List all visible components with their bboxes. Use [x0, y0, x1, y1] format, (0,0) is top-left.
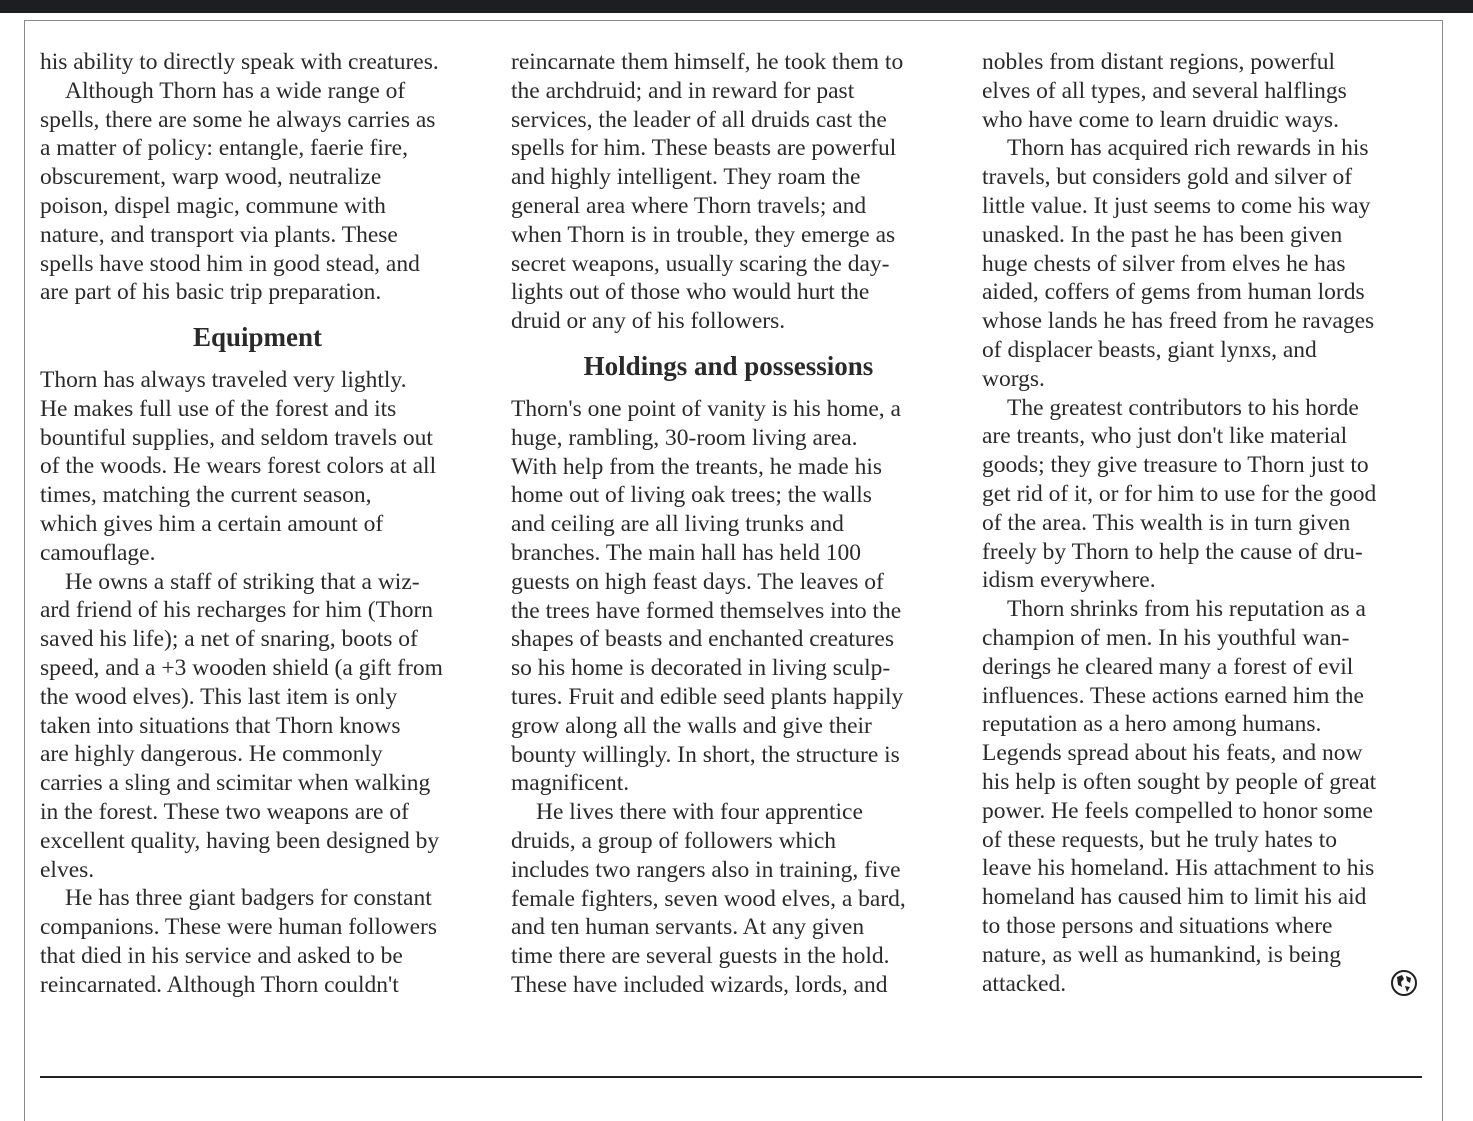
text-line-content: of the woods. He wears forest colors at all — [40, 453, 437, 480]
text-line — [40, 856, 485, 885]
text-line-content: bountiful supplies, and seldom travels out — [40, 424, 433, 451]
text-line-content: reputation as a hero among humans. — [982, 711, 1322, 738]
text-line — [982, 336, 1427, 365]
text-line — [40, 481, 485, 510]
text-line — [40, 596, 485, 625]
text-line-content: druid or any of his followers. — [511, 308, 786, 335]
text-line — [982, 566, 1427, 595]
text-line — [40, 134, 485, 163]
text-line-content: who have come to learn druidic ways. — [982, 106, 1339, 133]
text-line — [982, 854, 1427, 883]
text-line — [40, 798, 485, 827]
text-line-content: the archdruid; and in reward for past — [511, 77, 855, 104]
text-line — [40, 568, 485, 597]
text-line-content: of these requests, but he truly hates to — [982, 826, 1338, 853]
column-3 — [982, 48, 1427, 998]
text-line — [511, 769, 956, 798]
text-line-content: when Thorn is in trouble, they emerge as — [511, 221, 896, 248]
text-line-content: These have included wizards, lords, and — [511, 971, 888, 998]
text-line — [40, 740, 485, 769]
text-line — [40, 625, 485, 654]
text-line-content: goods; they give treasure to Thorn just to — [982, 452, 1369, 479]
text-line-content: excellent quality, having been designed by — [40, 827, 440, 854]
text-line — [982, 883, 1427, 912]
text-line-content: his help is often sought by people of great — [982, 768, 1377, 795]
text-line — [40, 539, 485, 568]
text-line — [511, 221, 956, 250]
globe-end-mark-icon — [1389, 968, 1419, 998]
text-line — [40, 683, 485, 712]
text-line-content: bounty willingly. In short, the structure is — [511, 741, 900, 768]
text-line — [511, 885, 956, 914]
text-line — [40, 48, 485, 77]
text-line — [982, 134, 1427, 163]
text-line-content: a matter of policy: entangle, faerie fire, — [40, 135, 408, 162]
text-line-content: Although Thorn has a wide range of — [65, 77, 406, 104]
text-line — [982, 192, 1427, 221]
text-line — [40, 510, 485, 539]
text-line-content: are highly dangerous. He commonly — [40, 741, 383, 768]
text-line — [982, 422, 1427, 451]
text-line-content: get rid of it, or for him to use for the good — [982, 480, 1377, 507]
text-line-content: of the area. This wealth is in turn given — [982, 509, 1351, 536]
text-line-content: his ability to directly speak with creatures. — [40, 49, 439, 75]
text-line-content: attacked. — [982, 970, 1067, 997]
column-2-bottom — [511, 395, 956, 1000]
text-line-content: He lives there with four apprentice — [536, 799, 863, 826]
text-line — [511, 856, 956, 885]
text-line-content: the trees have formed themselves into the — [511, 597, 902, 624]
text-line — [40, 884, 485, 913]
text-line-content: are treants, who just don't like material — [982, 423, 1348, 450]
text-line — [982, 509, 1427, 538]
text-line — [511, 625, 956, 654]
text-line-content: He has three giant badgers for constant — [65, 885, 432, 912]
text-line-content: of displacer beasts, giant lynxs, and — [982, 336, 1317, 363]
text-line-content: spells, there are some he always carries as — [40, 106, 436, 133]
text-line — [982, 451, 1427, 480]
column-1-top — [40, 48, 485, 307]
text-line-content: to those persons and situations where — [982, 912, 1333, 939]
text-line-content: home out of living oak trees; the walls — [511, 482, 872, 509]
text-line — [511, 913, 956, 942]
text-line-content: speed, and a +3 wooden shield (a gift from — [40, 654, 443, 681]
text-line-content: that died in his service and asked to be — [40, 942, 403, 969]
text-line — [982, 307, 1427, 336]
text-line — [40, 192, 485, 221]
text-line — [982, 278, 1427, 307]
text-line-content: Thorn shrinks from his reputation as a — [1007, 596, 1366, 623]
text-line — [511, 683, 956, 712]
text-line-content: huge chests of silver from elves he has — [982, 250, 1346, 277]
text-line-content: tures. Fruit and edible seed plants happily — [511, 683, 904, 710]
text-line — [511, 424, 956, 453]
text-line-content: freely by Thorn to help the cause of dru- — [982, 538, 1363, 565]
text-line-content: the wood elves). This last item is only — [40, 683, 398, 710]
text-line-content: leave his homeland. His attachment to his — [982, 855, 1375, 882]
text-line — [982, 768, 1427, 797]
text-line-content: shapes of beasts and enchanted creatures — [511, 626, 895, 653]
column-2-top — [511, 48, 956, 336]
text-line — [511, 942, 956, 971]
text-line-content: champion of men. In his youthful wan- — [982, 624, 1350, 651]
text-line — [982, 163, 1427, 192]
text-line — [40, 654, 485, 683]
text-line-content: nature, and transport via plants. These — [40, 221, 398, 248]
window-top-bar — [0, 0, 1473, 13]
text-line — [40, 942, 485, 971]
text-line — [511, 971, 956, 1000]
text-line-content: huge, rambling, 30-room living area. — [511, 424, 858, 451]
text-line — [982, 595, 1427, 624]
text-line — [40, 77, 485, 106]
text-line-content: general area where Thorn travels; and — [511, 192, 867, 219]
text-line — [511, 481, 956, 510]
text-line-content: and ceiling are all living trunks and — [511, 511, 844, 538]
text-line — [982, 653, 1427, 682]
text-line-content: in the forest. These two weapons are of — [40, 798, 409, 825]
text-line-content: nobles from distant regions, powerful — [982, 49, 1336, 75]
text-line-content: nature, as well as humankind, is being — [982, 941, 1341, 968]
text-line-content: spells have stood him in good stead, and — [40, 250, 420, 277]
text-line-content: camouflage. — [40, 539, 156, 566]
text-line-content: unasked. In the past he has been given — [982, 221, 1343, 248]
text-line-content: so his home is decorated in living sculp- — [511, 655, 891, 682]
text-line — [982, 221, 1427, 250]
text-line-content: magnificent. — [511, 770, 630, 797]
text-line-content: With help from the treants, he made his — [511, 453, 883, 480]
text-line-content: Legends spread about his feats, and now — [982, 740, 1363, 767]
text-line — [40, 712, 485, 741]
text-line-content: are part of his basic trip preparation. — [40, 279, 382, 306]
text-line-content: female fighters, seven wood elves, a bard, — [511, 885, 906, 912]
text-line-content: elves. — [40, 856, 95, 883]
text-line-content: includes two rangers also in training, five — [511, 856, 901, 883]
text-line — [511, 827, 956, 856]
text-line-content: little value. It just seems to come his way — [982, 192, 1371, 219]
text-line — [982, 480, 1427, 509]
column-1-bottom — [40, 366, 485, 1000]
text-line-content: ard friend of his recharges for him (Thorn — [40, 597, 434, 624]
text-line-content: which gives him a certain amount of — [40, 510, 384, 537]
text-line-content: whose lands he has freed from he ravages — [982, 308, 1375, 335]
text-line-content: homeland has caused him to limit his aid — [982, 884, 1367, 911]
text-line-content: power. He feels compelled to honor some — [982, 797, 1373, 824]
text-line — [40, 424, 485, 453]
text-line-content: times, matching the current season, — [40, 482, 372, 509]
text-line — [511, 654, 956, 683]
text-line-content: Thorn has always traveled very lightly. — [40, 367, 407, 393]
text-line — [40, 221, 485, 250]
text-line — [511, 395, 956, 424]
text-line — [511, 192, 956, 221]
text-line-content: poison, dispel magic, commune with — [40, 192, 386, 219]
text-line-content: Thorn's one point of vanity is his home, a — [511, 396, 901, 422]
text-line — [511, 712, 956, 741]
text-line — [511, 250, 956, 279]
text-line-content: branches. The main hall has held 100 — [511, 539, 862, 566]
text-line — [511, 77, 956, 106]
text-line — [511, 568, 956, 597]
text-line — [982, 538, 1427, 567]
text-line — [982, 941, 1427, 970]
text-line-content: saved his life); a net of snaring, boots of — [40, 626, 418, 653]
text-line — [40, 278, 485, 307]
text-line-content: guests on high feast days. The leaves of — [511, 568, 884, 595]
text-line — [40, 106, 485, 135]
text-line — [511, 539, 956, 568]
text-line-content: secret weapons, usually scaring the day- — [511, 250, 890, 277]
text-line — [982, 106, 1427, 135]
text-line-content: time there are several guests in the hold. — [511, 943, 890, 970]
text-line-content: aided, coffers of gems from human lords — [982, 279, 1365, 306]
text-line — [982, 826, 1427, 855]
text-line-content: travels, but considers gold and silver of — [982, 164, 1353, 191]
text-line — [40, 452, 485, 481]
text-line — [511, 278, 956, 307]
text-line — [40, 971, 485, 1000]
text-line-content: reincarnate them himself, he took them to — [511, 49, 904, 75]
text-line-content: druids, a group of followers which — [511, 827, 837, 854]
text-line — [511, 798, 956, 827]
text-line — [511, 453, 956, 482]
text-line — [982, 48, 1427, 77]
text-line-content: and highly intelligent. They roam the — [511, 164, 861, 191]
text-line-content: worgs. — [982, 365, 1045, 392]
text-line-content: elves of all types, and several halflings — [982, 77, 1347, 104]
text-line — [982, 797, 1427, 826]
text-line — [40, 913, 485, 942]
bottom-rule — [40, 1076, 1422, 1078]
text-line-content: services, the leader of all druids cast the — [511, 106, 887, 133]
text-line-content: obscurement, warp wood, neutralize — [40, 164, 382, 191]
text-line — [40, 250, 485, 279]
text-line-content: carries a sling and scimitar when walking — [40, 770, 431, 797]
text-line — [511, 597, 956, 626]
text-line — [982, 365, 1427, 394]
text-line — [40, 769, 485, 798]
text-line — [511, 741, 956, 770]
text-line — [511, 163, 956, 192]
text-line-content: grow along all the walls and give their — [511, 712, 872, 739]
text-line — [40, 395, 485, 424]
text-line — [982, 624, 1427, 653]
text-line — [511, 510, 956, 539]
text-line — [982, 739, 1427, 768]
text-line-content: spells for him. These beasts are powerful — [511, 135, 897, 162]
heading-holdings: Holdings and possessions — [583, 351, 874, 381]
text-line — [40, 163, 485, 192]
text-line — [982, 970, 1427, 999]
text-line-content: Thorn has acquired rich rewards in his — [1007, 135, 1369, 162]
text-line — [511, 48, 956, 77]
text-line-content: He makes full use of the forest and its — [40, 395, 397, 422]
text-line — [40, 366, 485, 395]
text-line-content: derings he cleared many a forest of evil — [982, 653, 1354, 680]
text-line-content: and ten human servants. At any given — [511, 914, 865, 941]
text-line — [511, 106, 956, 135]
text-line — [982, 710, 1427, 739]
text-line — [511, 307, 956, 336]
heading-equipment: Equipment — [192, 322, 323, 352]
text-line — [982, 912, 1427, 941]
text-line-content: lights out of those who would hurt the — [511, 279, 870, 306]
text-line — [40, 827, 485, 856]
text-line-content: companions. These were human followers — [40, 914, 437, 941]
text-line — [511, 134, 956, 163]
text-line-content: taken into situations that Thorn knows — [40, 712, 401, 739]
text-line — [982, 77, 1427, 106]
text-line-content: influences. These actions earned him the — [982, 682, 1364, 709]
text-line — [982, 682, 1427, 711]
text-line-content: idism everywhere. — [982, 567, 1156, 594]
text-line-content: reincarnated. Although Thorn couldn't — [40, 971, 399, 998]
text-line-content: The greatest contributors to his horde — [1007, 394, 1359, 421]
text-line — [982, 250, 1427, 279]
text-line — [982, 394, 1427, 423]
text-line-content: He owns a staff of striking that a wiz- — [65, 568, 420, 595]
